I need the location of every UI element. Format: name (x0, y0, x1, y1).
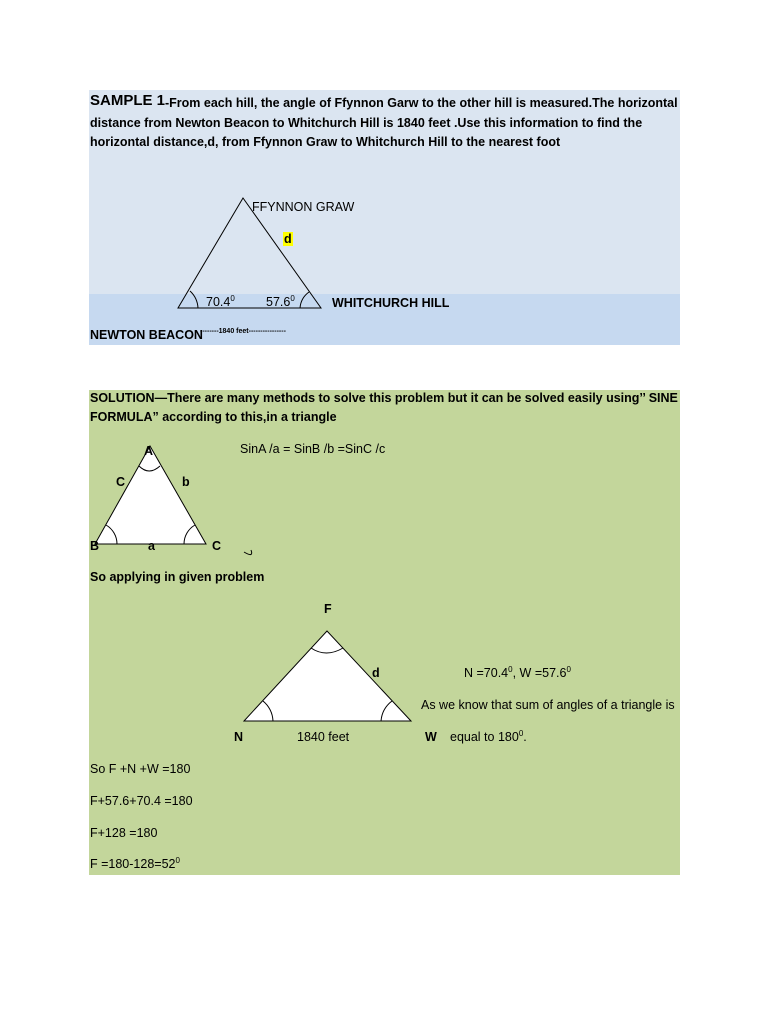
whitchurch-hill-label: WHITCHURCH HILL (332, 296, 450, 310)
given-angles: $N =70.4^0$, $W =57.6^0$ (464, 664, 571, 680)
base-distance-label: --------1840 feet---------------- (200, 328, 286, 335)
sample-problem-line-2: distance from Newton Beacon to Whitchurch Hill is 1840 feet .Use this information to find the (90, 116, 643, 130)
side-c-label: C (116, 475, 126, 489)
side-label-d: d (284, 232, 292, 246)
sample-heading: SAMPLE 1 (90, 92, 166, 109)
applying-text: So applying in given problem (90, 570, 265, 584)
side-a-label: a (148, 539, 155, 553)
equation-3: F+128 =180 (90, 826, 158, 840)
sample-problem-line-1: -From each hill, the angle of Ffynnon Garw to the other hill is measured.The horizontal (165, 96, 678, 110)
equation-2: F+57.6+70.4 =180 (90, 794, 193, 808)
apex-label-ffynnon-graw: FFYNNON GRAW (252, 200, 355, 214)
angle-arc-whitchurch (300, 292, 309, 308)
solution-line-2: FORMULA” according to this,in a triangle (90, 410, 337, 424)
angle-right-value: 57.6$^0$ (266, 293, 295, 309)
vertex-b-label: B (90, 539, 100, 553)
equation-4: $F =180-128=52^0$ (90, 855, 180, 871)
vertex-f-label: F (324, 602, 332, 616)
angle-left-value: 70.4$^0$ (206, 293, 235, 309)
side-d-label: d (372, 666, 380, 680)
side-b-label: b (182, 475, 190, 489)
vertex-c-label: C (212, 539, 222, 553)
equation-1: So F +N +W =180 (90, 762, 191, 776)
vertex-n-label: N (234, 730, 244, 744)
stray-arc (244, 550, 252, 555)
vertex-a-label: A (144, 444, 154, 458)
angle-arc-newton (190, 291, 198, 308)
base-1840-label: 1840 feet (297, 730, 350, 744)
sine-formula: SinA /a = SinB /b =SinC /c (240, 442, 386, 456)
newton-beacon-label: NEWTON BEACON (90, 328, 203, 342)
vertex-w-label: W (425, 730, 437, 744)
sample-problem-line-3: horizontal distance,d, from Ffynnon Graw to Whitchurch Hill to the nearest foot (90, 135, 561, 149)
angle-sum-line-2: equal to $180^0$. (450, 728, 527, 744)
angle-sum-line-1: As we know that sum of angles of a triangle is (421, 698, 675, 712)
solution-line-1: SOLUTION—There are many methods to solve this problem but it can be solved easily using’’ SINE (90, 391, 678, 405)
